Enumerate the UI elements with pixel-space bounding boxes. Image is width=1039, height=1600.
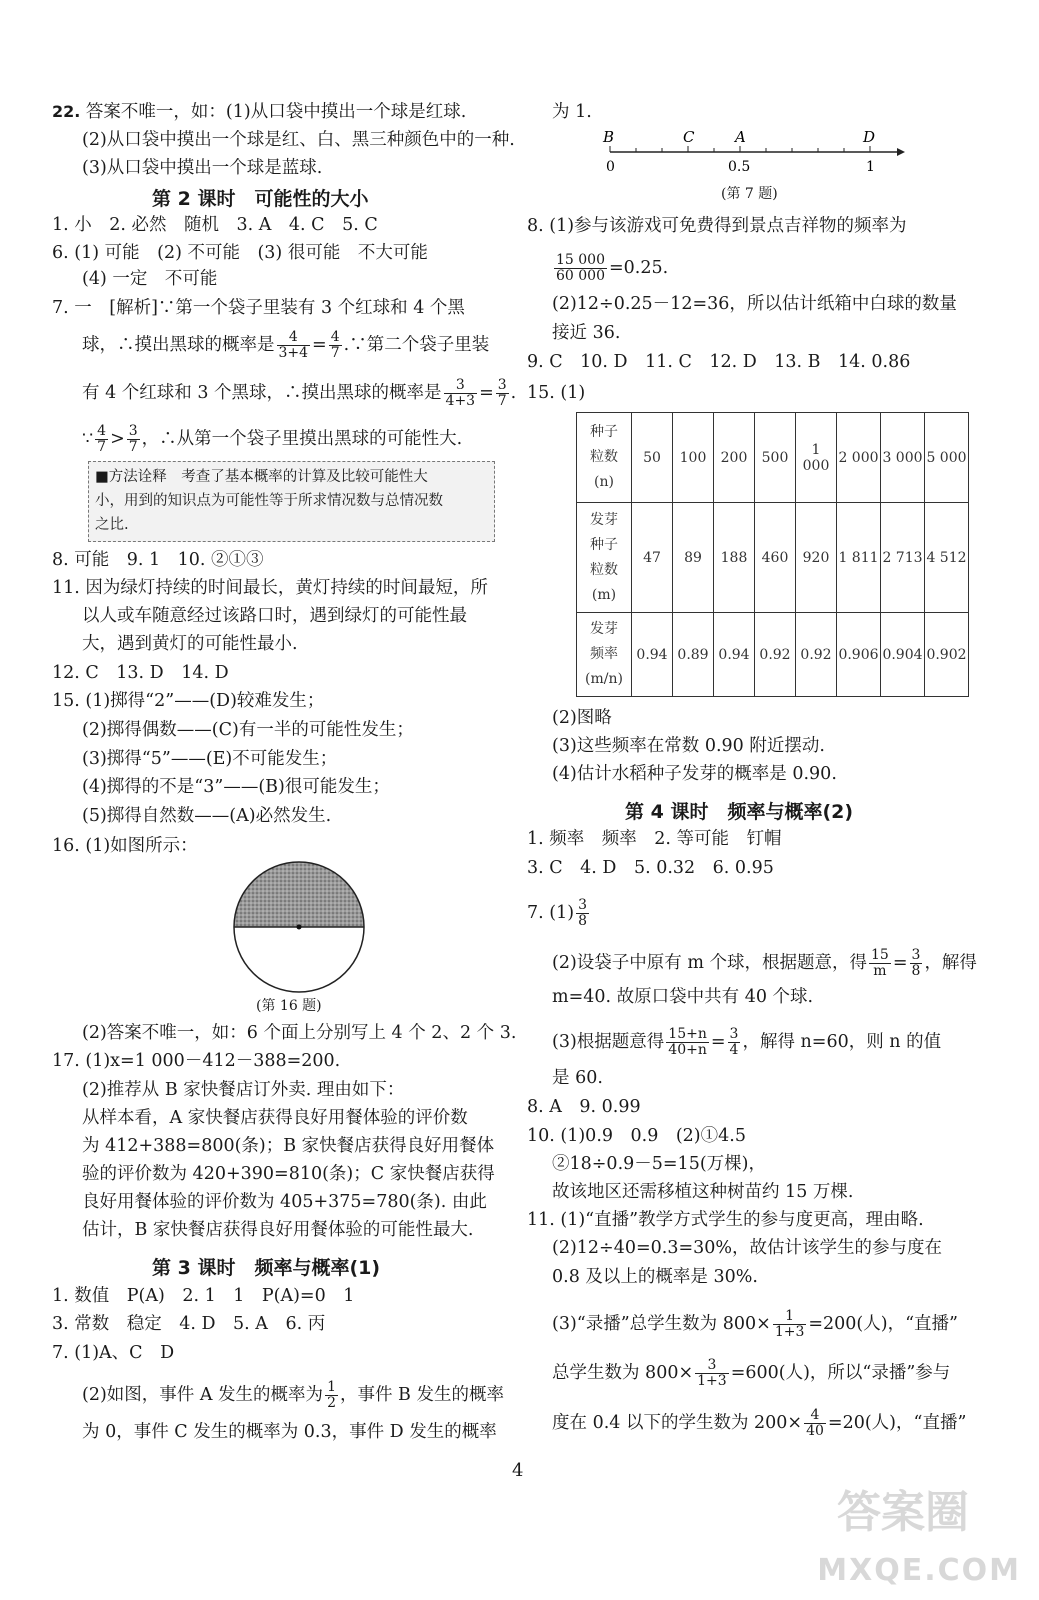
answer-16-line1: 16. (1)如图所示： xyxy=(52,836,198,856)
answer-lesson3-7-line2: (2)如图，事件 A 发生的概率为 $\frac{1}{2}$ ，事件 B 发生的概率 xyxy=(82,1379,504,1411)
table-row xyxy=(577,503,969,613)
table-cell: 2 713 xyxy=(881,503,925,613)
answer-7-continued: 为 1. xyxy=(552,102,592,122)
table-cell: 50 xyxy=(632,413,673,503)
point-label-d: D xyxy=(863,128,876,146)
table-cell: 100 xyxy=(673,413,714,503)
answer-7-line3: 有 4 个红球和 3 个黑球，∴摸出黑球的概率是 $\frac{3}{4+3}$ = $\frac{3}{7}$ . xyxy=(82,377,517,409)
fraction: $\frac{3}{7}$ xyxy=(497,377,507,409)
answer-17-line7: 估计，B 家快餐店获得良好用餐体验的可能性最大. xyxy=(82,1220,474,1240)
table-cell: 89 xyxy=(673,503,714,613)
answer-lesson4-7-line2: (2)设袋子中原有 m 个球，根据题意，得 $\frac{15}{m}$ = $\frac{3}{8}$ ，解得 xyxy=(552,947,977,979)
note-line: 小，用到的知识点为可能性等于所求情况数与总情况数 xyxy=(95,493,443,509)
answer-15-part3: (3)这些频率在常数 0.90 附近摆动. xyxy=(552,736,825,756)
answers-lesson4-1-2: 1. 频率 频率 2. 等可能 钉帽 xyxy=(527,829,782,849)
section-heading-lesson-3: 第 3 课时 频率与概率(1) xyxy=(152,1257,381,1279)
figure-16-circle xyxy=(232,860,366,994)
answer-lesson4-7-line4: (3)根据题意得 $\frac{15+n}{40+n}$ = $\frac{3}{4}$ ，解得 n=60，则 n 的值 xyxy=(552,1026,942,1058)
table-cell: 0.92 xyxy=(796,613,837,697)
answers-1-5: 1. 小 2. 必然 随机 3. A 4. C 5. C xyxy=(52,215,378,235)
answer-11-line3: 大，遇到黄灯的可能性最小. xyxy=(82,634,298,654)
fraction: $\frac{1}{2}$ xyxy=(327,1379,336,1411)
arrow-head xyxy=(897,148,905,156)
table-row xyxy=(577,413,969,503)
answer-8-line1: 8. (1)参与该游戏可免费得到景点吉祥物的频率为 xyxy=(527,216,907,236)
answer-lesson3-7-line1: 7. (1)A、C D xyxy=(52,1343,175,1363)
answer-7-line4: ∵ $\frac{4}{7}$ > $\frac{3}{7}$ ，∴从第一个袋子里摸出黑球的可能性大. xyxy=(82,423,463,455)
answer-lesson4-11-line1: 11. (1)“直播”教学方式学生的参与度更高，理由略. xyxy=(527,1210,924,1230)
fraction: $\frac{15}{m}$ xyxy=(871,947,889,979)
table-row xyxy=(577,613,969,697)
section-heading-lesson-2: 第 2 课时 可能性的大小 xyxy=(152,188,369,210)
answer-17-line1: 17. (1)x=1 000－412－388=200. xyxy=(52,1051,341,1071)
answer-6-line1: 6. (1) 可能 (2) 不可能 (3) 很可能 不大可能 xyxy=(52,243,428,263)
answer-17-line3: 从样本看，A 家快餐店获得良好用餐体验的评价数 xyxy=(82,1108,468,1128)
method-note-box xyxy=(88,461,495,542)
answer-lesson4-11-line5: 总学生数为 800× $\frac{3}{1+3}$ =600(人)，所以“录播”参与 xyxy=(552,1357,951,1389)
answer-lesson4-11-line3: 0.8 及以上的概率是 30%. xyxy=(552,1267,758,1287)
table-cell: 47 xyxy=(632,503,673,613)
answers-lesson3-1-2: 1. 数值 P(A) 2. 1 1 P(A)=0 1 xyxy=(52,1286,355,1306)
watermark-logo: 答案圈 xyxy=(837,1487,969,1538)
answer-lesson4-11-line6: 度在 0.4 以下的学生数为 200× $\frac{4}{40}$ =20(人)，“直播” xyxy=(552,1407,967,1439)
answer-17-line6: 良好用餐体验的评价数为 405+375=780(条). 由此 xyxy=(82,1192,487,1212)
answer-8-line3: (2)12÷0.25－12=36，所以估计纸箱中白球的数量 xyxy=(552,294,957,314)
answer-15-line3: (3)掷得“5”——(E)不可能发生； xyxy=(82,749,338,769)
answer-8-line2: $\frac{15 000}{60 000}$ =0.25. xyxy=(556,252,669,284)
table-cell: 0.89 xyxy=(673,613,714,697)
answer-lesson4-11-line4: (3)“录播”总学生数为 800× $\frac{1}{1+3}$ =200(人)，“直播” xyxy=(552,1308,958,1340)
table-cell: 460 xyxy=(755,503,796,613)
answer-15-line2: (2)掷得偶数——(C)有一半的可能性发生； xyxy=(82,720,414,740)
table-cell: 5 000 xyxy=(925,413,969,503)
fraction: $\frac{4}{3+4}$ xyxy=(278,329,309,361)
figure-16-caption: (第 16 题) xyxy=(256,998,322,1014)
number-line-figure xyxy=(600,126,905,178)
answers-lesson3-3-6: 3. 常数 稳定 4. D 5. A 6. 丙 xyxy=(52,1314,326,1334)
fraction: $\frac{4}{40}$ xyxy=(806,1407,824,1439)
fraction: $\frac{3}{1+3}$ xyxy=(697,1357,727,1389)
fraction: $\frac{3}{8}$ xyxy=(911,947,921,979)
answer-lesson4-10-line3: 故该地区还需移植这种树苗约 15 万棵. xyxy=(552,1182,854,1202)
fraction: $\frac{15+n}{40+n}$ xyxy=(668,1026,707,1058)
answer-lesson4-10-line1: 10. (1)0.9 0.9 (2)①4.5 xyxy=(527,1126,746,1146)
table-cell: 1 811 xyxy=(837,503,881,613)
fraction: $\frac{15 000}{60 000}$ xyxy=(556,252,605,284)
answers-lesson4-8-9: 8. A 9. 0.99 xyxy=(527,1097,641,1117)
answer-17-line2: (2)推荐从 B 家快餐店订外卖. 理由如下： xyxy=(82,1080,405,1100)
seed-germination-table xyxy=(576,412,969,697)
fraction: $\frac{1}{1+3}$ xyxy=(774,1308,805,1340)
answer-15-line1: 15. (1)掷得“2”——(D)较难发生； xyxy=(52,691,325,711)
table-cell: 200 xyxy=(714,413,755,503)
point-label-b: B xyxy=(603,128,615,146)
note-line: 之比. xyxy=(95,517,129,533)
answers-12-14: 12. C 13. D 14. D xyxy=(52,663,229,683)
answer-17-line5: 验的评价数为 420+390=810(条)；C 家快餐店获得 xyxy=(82,1164,495,1184)
table-cell: 188 xyxy=(714,503,755,613)
point-label-c: C xyxy=(683,128,695,146)
answer-lesson4-11-line2: (2)12÷40=0.3=30%，故估计该学生的参与度在 xyxy=(552,1238,943,1258)
row-label-seeds: 种子 粒数 (n) xyxy=(577,413,632,503)
page-number: 4 xyxy=(512,1460,524,1481)
watermark-site: MXQE.COM xyxy=(817,1553,1021,1588)
figure-7-caption: (第 7 题) xyxy=(721,186,778,202)
answer-22-line3: (3)从口袋中摸出一个球是蓝球. xyxy=(82,158,323,178)
answer-11-line1: 11. 因为绿灯持续的时间最长，黄灯持续的时间最短，所 xyxy=(52,578,488,598)
answer-7-line2: 球，∴摸出黑球的概率是 $\frac{4}{3+4}$ = $\frac{4}{7}$ .∵第二个袋子里装 xyxy=(82,329,490,361)
table-cell: 0.92 xyxy=(755,613,796,697)
shaded-semicircle xyxy=(234,862,364,927)
point-label-a: A xyxy=(735,128,746,146)
table-cell: 4 512 xyxy=(925,503,969,613)
tick-label-1: 1 xyxy=(866,159,875,175)
note-line: ■方法诠释 考查了基本概率的计算及比较可能性大 xyxy=(95,469,428,485)
row-label-germinated: 发芽 种子 粒数 (m) xyxy=(577,503,632,613)
fraction: $\frac{3}{7}$ xyxy=(128,423,138,455)
answer-lesson4-10-line2: ②18÷0.9－5=15(万棵)， xyxy=(552,1154,766,1174)
answer-lesson4-7-line5: 是 60. xyxy=(552,1068,603,1088)
table-cell: 1 000 xyxy=(796,413,837,503)
answer-6-line2: (4) 一定 不可能 xyxy=(82,269,218,289)
answer-lesson4-7-line1: 7. (1) $\frac{3}{8}$ xyxy=(527,897,587,929)
table-cell: 0.902 xyxy=(925,613,969,697)
answer-lesson4-7-line3: m=40. 故原口袋中共有 40 个球. xyxy=(552,987,814,1007)
answers-lesson4-3-6: 3. C 4. D 5. 0.32 6. 0.95 xyxy=(527,858,774,878)
answer-15-label: 15. (1) xyxy=(527,383,586,403)
table-cell: 500 xyxy=(755,413,796,503)
fraction: $\frac{4}{7}$ xyxy=(97,423,107,455)
answer-15-part4: (4)估计水稻种子发芽的概率是 0.90. xyxy=(552,764,837,784)
section-heading-lesson-4: 第 4 课时 频率与概率(2) xyxy=(625,801,854,823)
table-cell: 2 000 xyxy=(837,413,881,503)
table-cell: 0.906 xyxy=(837,613,881,697)
answer-16-line2: (2)答案不唯一，如：6 个面上分别写上 4 个 2、2 个 3. xyxy=(82,1023,517,1043)
table-cell: 3 000 xyxy=(881,413,925,503)
table-cell: 0.94 xyxy=(632,613,673,697)
fraction: $\frac{3}{4}$ xyxy=(729,1026,739,1058)
center-dot xyxy=(297,925,302,930)
fraction: $\frac{3}{4+3}$ xyxy=(445,377,476,409)
tick-label-0-5: 0.5 xyxy=(728,159,751,175)
answer-22-line1: 22. 答案不唯一，如：(1)从口袋中摸出一个球是红球. xyxy=(52,102,467,122)
tick-label-0: 0 xyxy=(606,159,615,175)
table-cell: 0.904 xyxy=(881,613,925,697)
answer-15-line5: (5)掷得自然数——(A)必然发生. xyxy=(82,806,332,826)
answer-lesson3-7-line3: 为 0，事件 C 发生的概率为 0.3，事件 D 发生的概率 xyxy=(82,1422,497,1442)
answer-7-line1: 7. 一 [解析]∵第一个袋子里装有 3 个红球和 4 个黑 xyxy=(52,298,465,318)
answer-17-line4: 为 412+388=800(条)；B 家快餐店获得良好用餐体 xyxy=(82,1136,495,1156)
answer-8-line4: 接近 36. xyxy=(552,323,621,343)
answer-11-line2: 以人或车随意经过该路口时，遇到绿灯的可能性最 xyxy=(82,606,467,626)
answers-8-10: 8. 可能 9. 1 10. ②①③ xyxy=(52,550,264,570)
table-cell: 920 xyxy=(796,503,837,613)
row-label-frequency: 发芽 频率 (m/n) xyxy=(577,613,632,697)
answer-22-line2: (2)从口袋中摸出一个球是红、白、黑三种颜色中的一种. xyxy=(82,130,515,150)
fraction: $\frac{3}{8}$ xyxy=(578,897,587,929)
answers-9-14: 9. C 10. D 11. C 12. D 13. B 14. 0.86 xyxy=(527,352,911,372)
fraction: $\frac{4}{7}$ xyxy=(330,329,340,361)
answer-15-part2: (2)图略 xyxy=(552,708,612,728)
answer-15-line4: (4)掷得的不是“3”——(B)很可能发生； xyxy=(82,777,390,797)
table-cell: 0.94 xyxy=(714,613,755,697)
